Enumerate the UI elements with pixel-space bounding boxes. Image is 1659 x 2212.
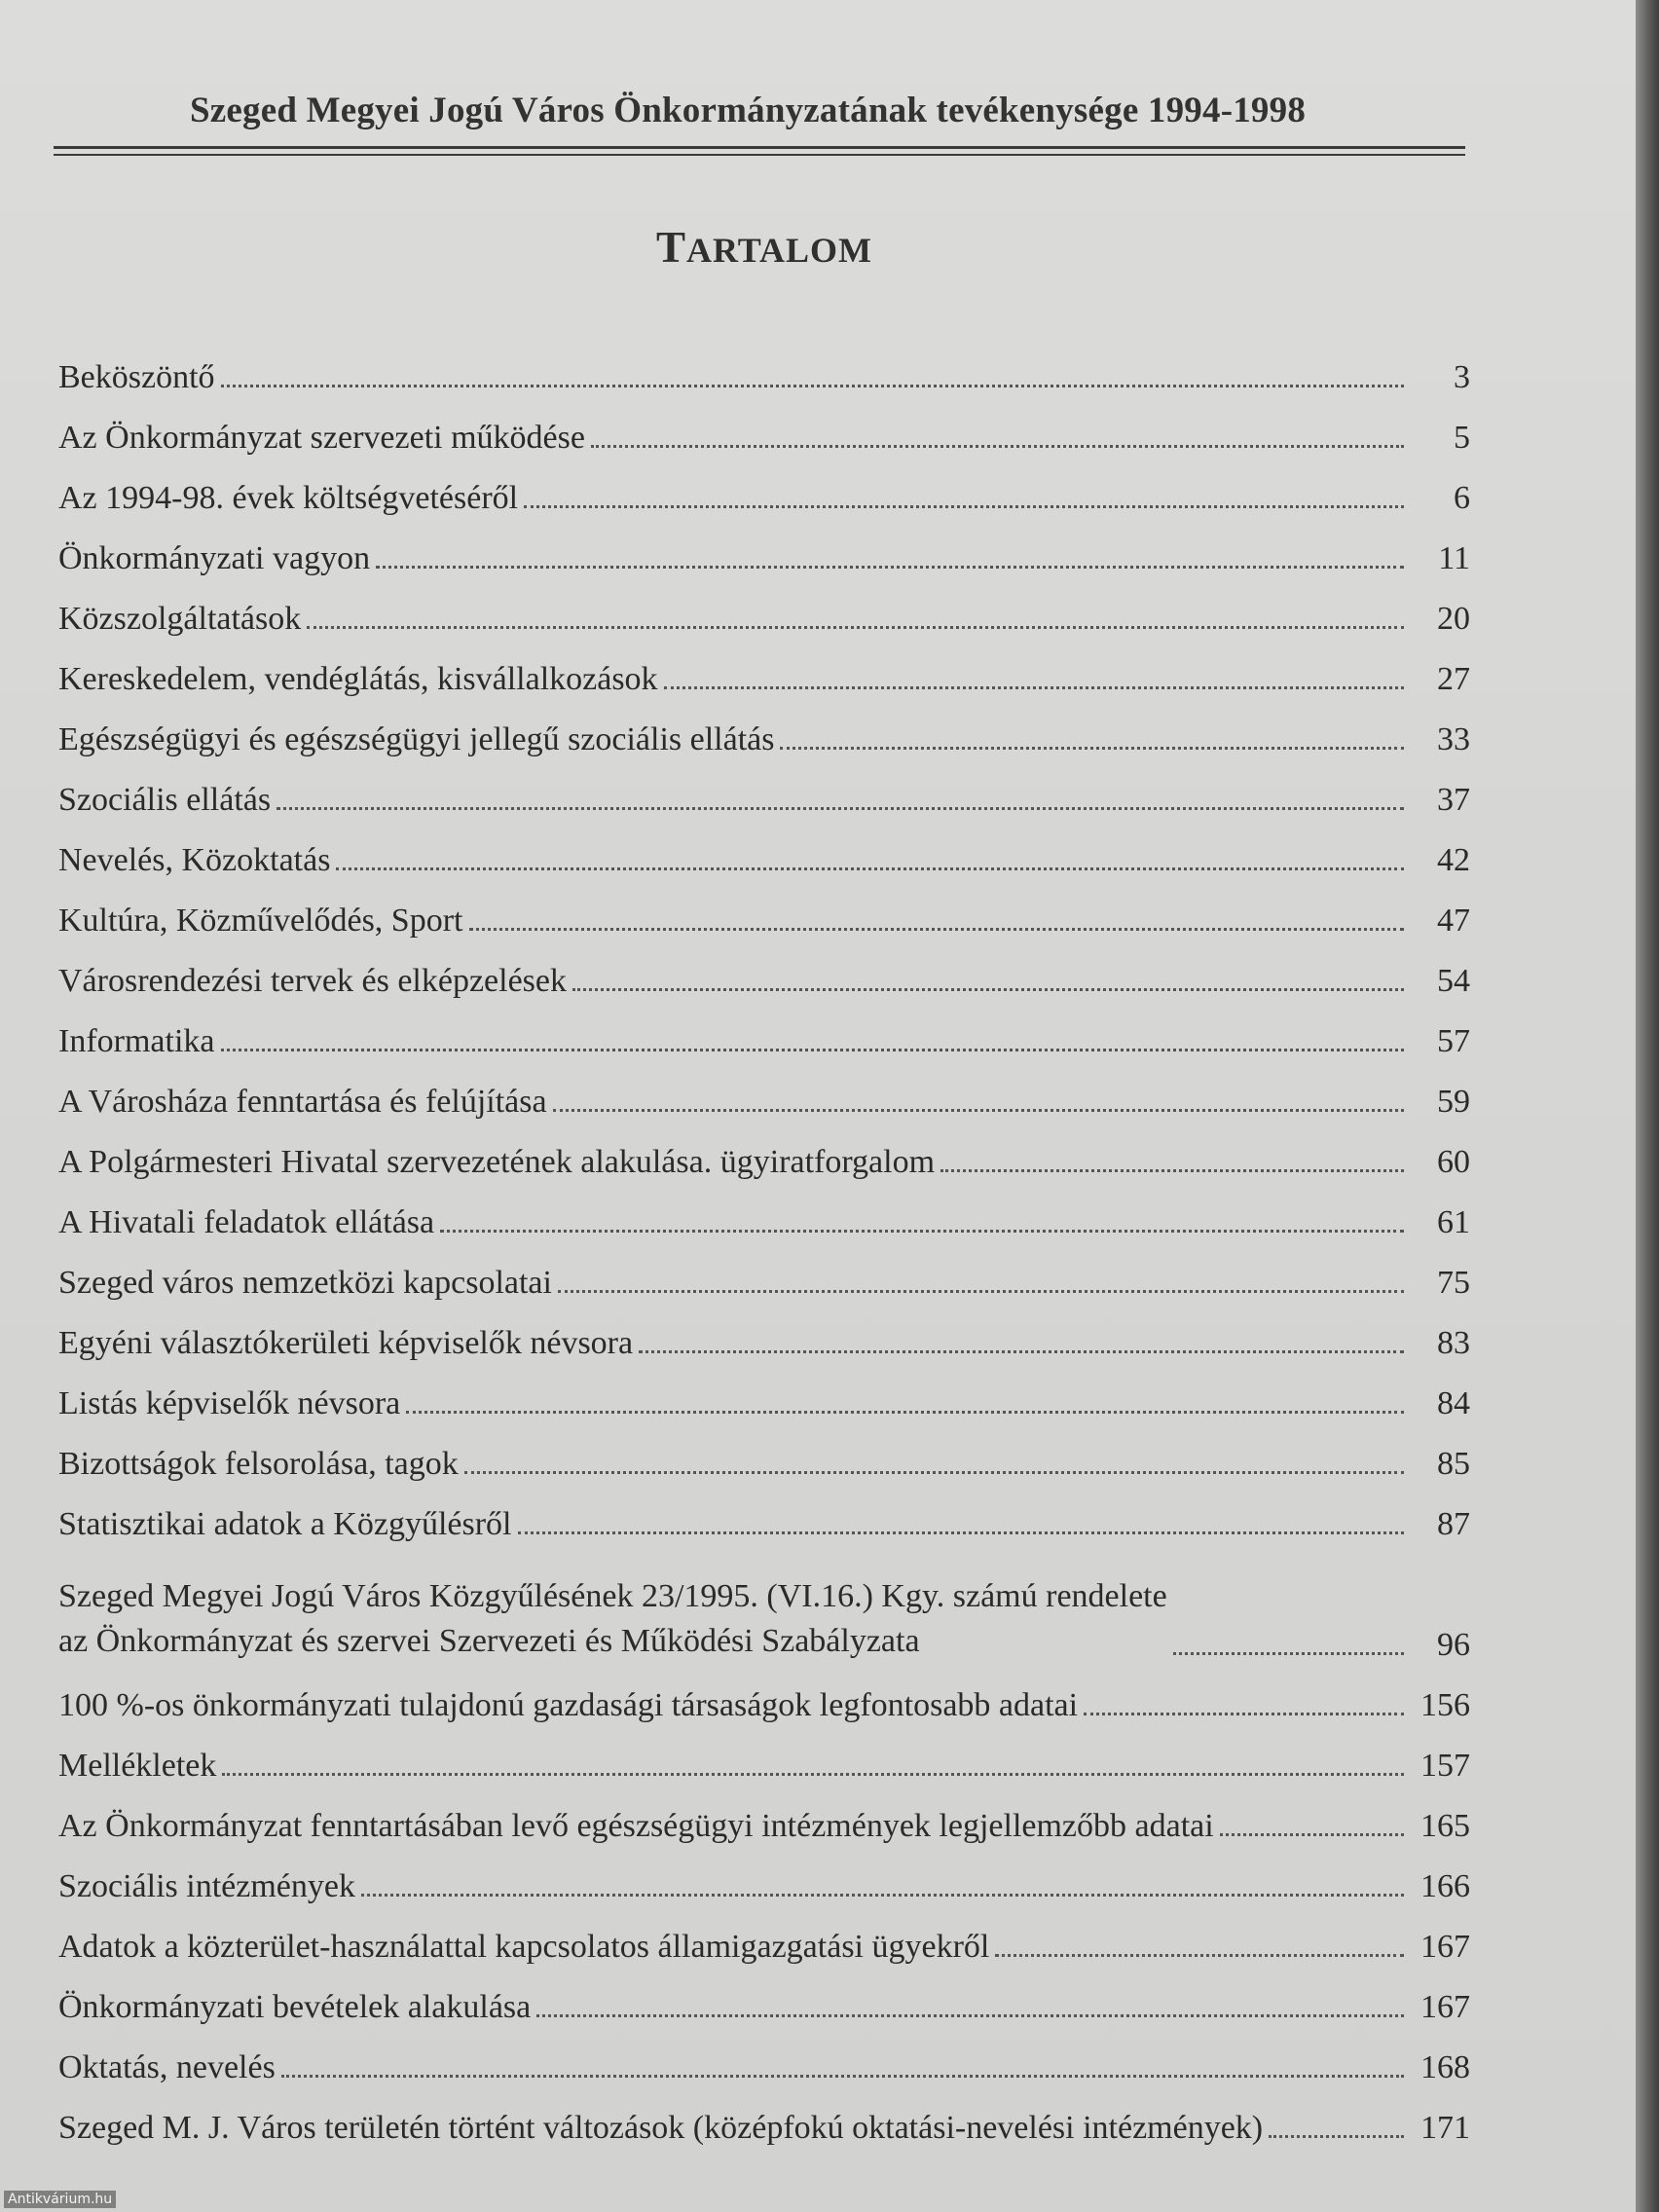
toc-page-number: 54 <box>1437 963 1470 999</box>
toc-dot-leader <box>1269 2135 1404 2138</box>
toc-entry-label: Bizottságok felsorolása, tagok <box>58 1446 459 1482</box>
table-of-contents <box>58 336 1470 2147</box>
toc-dot-leader <box>536 2014 1404 2017</box>
toc-entry-label: A Hivatali feladatok ellátása <box>58 1204 435 1240</box>
toc-dot-leader <box>553 1109 1404 1112</box>
toc-entry <box>58 1302 1470 1362</box>
toc-entry-label: Listás képviselők névsora <box>58 1385 401 1421</box>
toc-entry <box>58 1664 1470 1724</box>
toc-entry-label: A Városháza fenntartása és felújítása <box>58 1084 547 1120</box>
toc-dot-leader <box>1220 1833 1404 1836</box>
header-rule-top <box>54 146 1465 149</box>
toc-entry <box>58 2086 1470 2147</box>
toc-entry-label: Önkormányzati bevételek alakulása <box>58 1989 532 2025</box>
toc-page-number: 84 <box>1437 1385 1470 1421</box>
toc-page-number: 11 <box>1438 540 1470 576</box>
toc-dot-leader <box>361 1894 1404 1897</box>
toc-entry <box>58 879 1470 940</box>
toc-page-number: 167 <box>1420 1989 1470 2025</box>
toc-page-number: 87 <box>1437 1506 1470 1542</box>
toc-entry-label: Oktatás, nevelés <box>58 2049 276 2085</box>
toc-entry <box>58 1422 1470 1483</box>
toc-entry <box>58 1000 1470 1060</box>
toc-dot-leader <box>664 686 1404 689</box>
toc-entry-label: Szeged város nemzetközi kapcsolatai <box>58 1265 552 1301</box>
page-title: TARTALOM <box>655 223 873 272</box>
toc-entry-label: Szociális ellátás <box>58 782 272 818</box>
header-rule-bottom <box>54 154 1465 156</box>
toc-entry-label: Szociális intézmények <box>58 1868 355 1904</box>
toc-page-number: 33 <box>1437 721 1470 757</box>
toc-entry <box>58 1543 1470 1664</box>
toc-entry-label: Informatika <box>58 1023 215 1059</box>
toc-page-number: 5 <box>1454 420 1470 456</box>
toc-entry <box>58 1060 1470 1121</box>
toc-page-number: 96 <box>1437 1627 1470 1663</box>
toc-dot-leader <box>469 928 1405 931</box>
toc-dot-leader <box>995 1954 1404 1957</box>
toc-entry-label: Az 1994-98. évek költségvetéséről <box>58 480 519 516</box>
toc-page-number: 59 <box>1437 1084 1470 1120</box>
toc-dot-leader <box>558 1290 1404 1293</box>
toc-page-number: 168 <box>1420 2049 1470 2085</box>
toc-page-number: 37 <box>1437 782 1470 818</box>
toc-dot-leader <box>440 1230 1404 1233</box>
toc-page-number: 42 <box>1437 842 1470 878</box>
toc-entry <box>58 336 1470 396</box>
toc-entry <box>58 1724 1470 1785</box>
toc-dot-leader <box>221 1049 1405 1051</box>
toc-page-number: 6 <box>1454 480 1470 516</box>
toc-page-number: 3 <box>1454 359 1470 395</box>
toc-entry-label <box>58 1574 1167 1664</box>
toc-entry <box>58 698 1470 758</box>
toc-entry <box>58 1181 1470 1241</box>
toc-page-number: 57 <box>1437 1023 1470 1059</box>
toc-entry-label: Kultúra, Közművelődés, Sport <box>58 903 463 939</box>
page-edge-shadow <box>1636 0 1659 2212</box>
toc-entry <box>58 819 1470 879</box>
toc-dot-leader <box>222 1773 1404 1776</box>
toc-entry <box>58 517 1470 577</box>
toc-entry-label: Adatok a közterület-használattal kapcsolatos államigazgatási ügyekről <box>58 1929 990 1965</box>
toc-entry <box>58 1785 1470 1845</box>
toc-dot-leader <box>281 2075 1404 2078</box>
toc-entry-label: Az Önkormányzat szervezeti működése <box>58 420 585 456</box>
toc-dot-leader <box>780 747 1404 750</box>
watermark: Antikvárium.hu <box>4 2191 116 2208</box>
toc-dot-leader <box>1084 1713 1404 1715</box>
toc-page-number: 85 <box>1437 1446 1470 1482</box>
running-header: Szeged Megyei Jogú Város Önkormányzatának tevékenysége 1994-1998 <box>190 91 1307 130</box>
toc-dot-leader <box>464 1471 1404 1474</box>
toc-dot-leader <box>221 385 1404 387</box>
toc-dot-leader <box>940 1169 1404 1172</box>
toc-entry <box>58 1966 1470 2026</box>
toc-entry <box>58 1483 1470 1543</box>
toc-entry <box>58 1362 1470 1422</box>
toc-entry <box>58 758 1470 819</box>
toc-entry <box>58 396 1470 457</box>
toc-page-number: 167 <box>1420 1929 1470 1965</box>
toc-page-number: 75 <box>1437 1265 1470 1301</box>
toc-entry <box>58 577 1470 638</box>
toc-entry-label: Önkormányzati vagyon <box>58 540 371 576</box>
toc-entry-label: Közszolgáltatások <box>58 601 302 637</box>
toc-dot-leader <box>591 445 1404 448</box>
toc-entry <box>58 1845 1470 1905</box>
toc-entry-label-line1: Szeged Megyei Jogú Város Közgyűlésének 23/1995. (VI.16.) Kgy. számú rendelete <box>58 1578 1167 1614</box>
toc-entry-label: Kereskedelem, vendéglátás, kisvállalkozások <box>58 661 658 697</box>
toc-page-number: 156 <box>1420 1687 1470 1723</box>
toc-dot-leader <box>518 1531 1405 1534</box>
toc-entry <box>58 638 1470 698</box>
toc-page-number: 20 <box>1437 601 1470 637</box>
toc-entry-label: A Polgármesteri Hivatal szervezetének alakulása. ügyiratforgalom <box>58 1144 936 1180</box>
toc-entry <box>58 2026 1470 2086</box>
toc-entry-label-line2: az Önkormányzat és szervei Szervezeti és Működési Szabályzata <box>58 1623 920 1659</box>
toc-entry-label: Szeged M. J. Város területén történt változások (középfokú oktatási-nevelési intézmények) <box>58 2110 1264 2146</box>
toc-dot-leader <box>307 626 1404 629</box>
toc-entry-label: Beköszöntő <box>58 359 215 395</box>
toc-page-number: 165 <box>1420 1808 1470 1844</box>
toc-page-number: 47 <box>1437 903 1470 939</box>
toc-entry-label: Mellékletek <box>58 1748 217 1784</box>
toc-page-number: 166 <box>1420 1868 1470 1904</box>
toc-page-number: 61 <box>1437 1204 1470 1240</box>
toc-dot-leader <box>406 1411 1404 1414</box>
toc-dot-leader <box>639 1350 1404 1353</box>
toc-entry <box>58 1241 1470 1302</box>
toc-page-number: 60 <box>1437 1144 1470 1180</box>
toc-entry-label: Az Önkormányzat fenntartásában levő egészségügyi intézmények legjellemzőbb adatai <box>58 1808 1214 1844</box>
toc-entry <box>58 457 1470 517</box>
toc-page-number: 83 <box>1437 1325 1470 1361</box>
toc-page-number: 157 <box>1420 1748 1470 1784</box>
toc-entry-label: Nevelés, Közoktatás <box>58 842 331 878</box>
toc-page-number: 171 <box>1420 2110 1470 2146</box>
toc-entry-label: Városrendezési tervek és elképzelések <box>58 963 568 999</box>
toc-entry <box>58 1121 1470 1181</box>
toc-entry <box>58 1905 1470 1966</box>
toc-dot-leader <box>336 867 1404 870</box>
toc-dot-leader <box>572 988 1404 991</box>
toc-dot-leader <box>376 566 1404 569</box>
toc-entry-label: 100 %-os önkormányzati tulajdonú gazdasági társaságok legfontosabb adatai <box>58 1687 1079 1723</box>
toc-entry-label: Egyéni választókerületi képviselők névsora <box>58 1325 634 1361</box>
toc-dot-leader <box>1173 1652 1404 1655</box>
toc-entry-label: Egészségügyi és egészségügyi jellegű szociális ellátás <box>58 721 775 757</box>
toc-entry-label: Statisztikai adatok a Közgyűlésről <box>58 1506 512 1542</box>
toc-dot-leader <box>524 505 1404 508</box>
toc-dot-leader <box>276 807 1404 810</box>
toc-entry <box>58 940 1470 1000</box>
toc-page-number: 27 <box>1437 661 1470 697</box>
